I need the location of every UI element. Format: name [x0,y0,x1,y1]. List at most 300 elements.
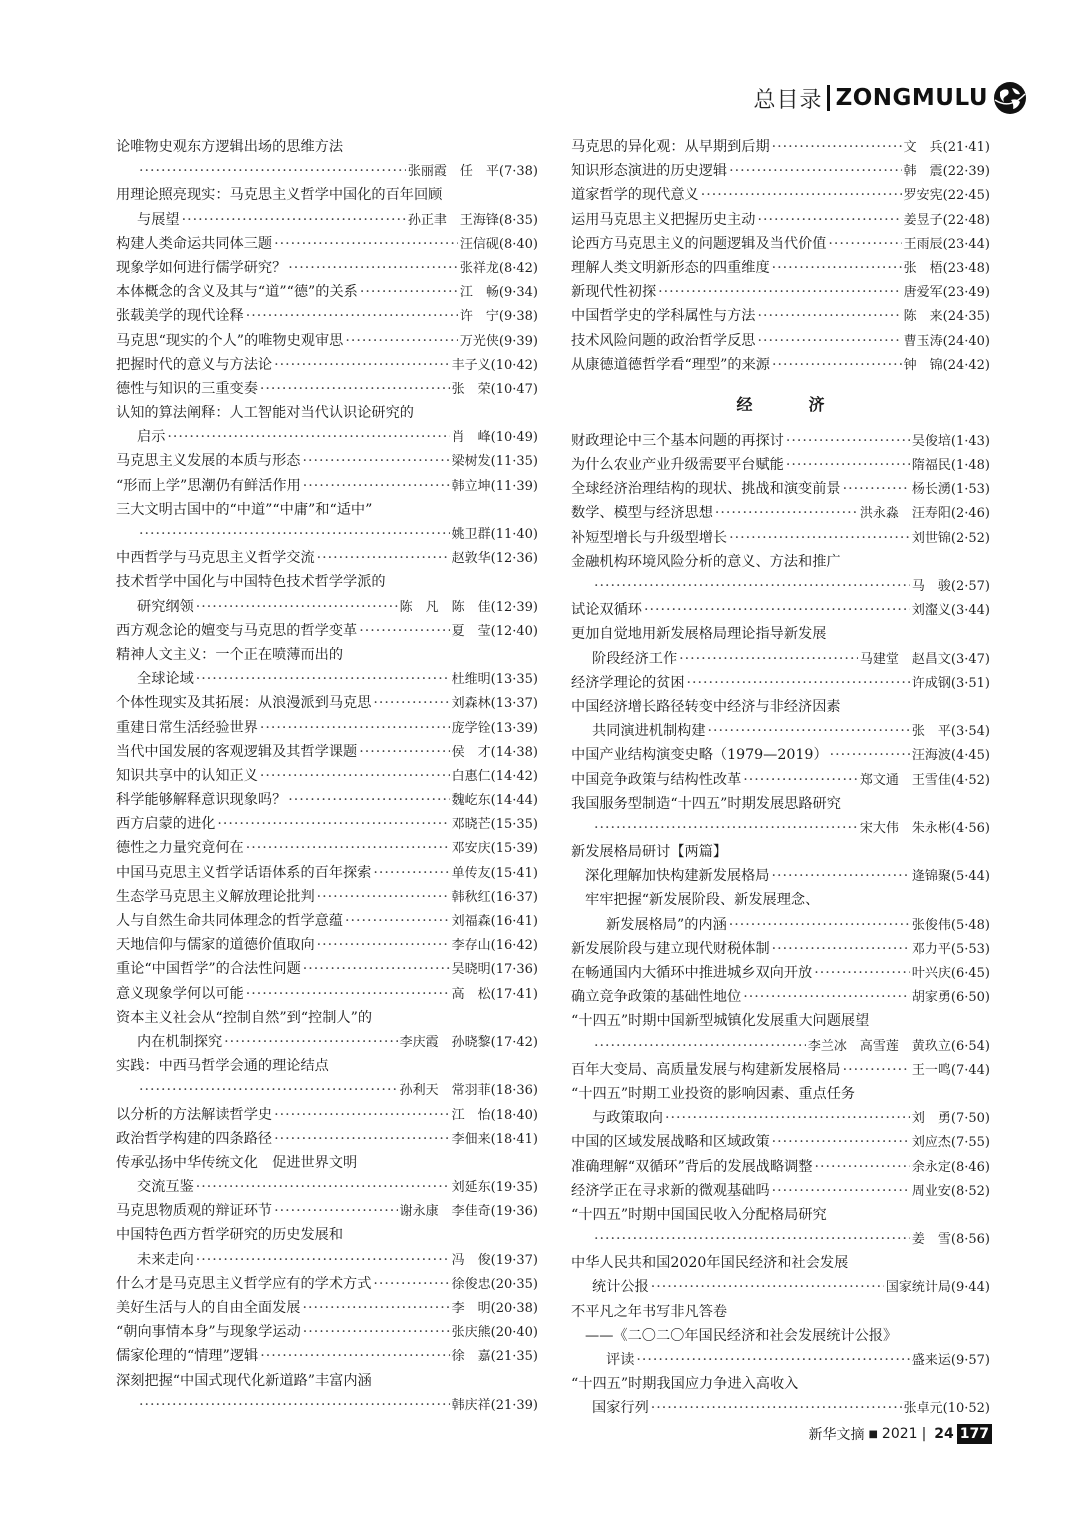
leader-dots [303,1320,450,1344]
entry-author-page: 张祥龙(8·42) [459,260,538,276]
entry-title: 试论双循环 [571,602,642,619]
entry-author-page: 刘瀣义(3·44) [911,603,990,619]
leader-dots [246,982,450,1006]
entry-author-page: 谢永康 李佳奇(19·36) [399,1204,538,1220]
leader-dots [843,477,910,501]
leader-dots [373,691,449,715]
leader-dots [772,1130,910,1154]
entry-title: “朝向事情本身”与现象学运动 [116,1324,301,1341]
toc-entry [571,1251,990,1299]
toc-entry [116,498,538,546]
entry-author-page: 唐爱军(23·49) [903,285,990,301]
leader-dots [786,429,910,453]
leader-dots [687,671,910,695]
toc-entry [116,861,538,885]
entry-title: “十四五”时期中国新型城镇化发展重大问题展望 [571,1013,870,1030]
entry-title: 德性与知识的三重变奏 [116,380,258,397]
toc-entry [116,546,538,570]
leader-dots [139,522,450,546]
entry-title: 马克思的异化观：从早期到后期 [571,139,770,155]
entry-author-page: 王一鸣(7·44) [911,1062,990,1078]
leader-dots [701,183,902,207]
leader-dots [658,280,901,304]
entry-title-continued: 启示 [137,429,166,446]
footer-magazine: 新华文摘 [808,1427,865,1443]
entry-author-page: 吴晓明(17·36) [451,962,538,978]
leader-dots [345,909,450,933]
entry-title: 天地信仰与儒家的道德价值取向 [116,937,315,954]
entry-author-page: 梁树发(11·35) [451,454,538,470]
entry-title: 为什么农业产业升级需要平台赋能 [571,457,784,474]
entry-author-page: 徐 嘉(21·35) [451,1349,538,1365]
leader-dots [360,280,458,304]
leader-dots [317,546,450,570]
toc-entry [571,1372,990,1420]
entry-title-continued: 交流互鉴 [137,1179,194,1196]
entry-author-page: 张庆熊(20·40) [451,1325,538,1341]
entry-title-continued: 内在机制探究 [137,1033,223,1050]
entry-title: 什么才是马克思主义哲学应有的学术方式 [116,1275,372,1292]
entry-title: 运用马克思主义把握历史主动 [571,211,756,228]
toc-entry [571,598,990,622]
leader-dots [303,957,450,981]
entry-title-continued: 共同演进机制构建 [592,723,706,740]
leader-dots [594,1034,806,1058]
toc-entry [116,1369,538,1417]
entry-title: 金融机构环境风险分析的意义、方法和推广 [571,553,841,570]
entry-author-page: 许成钢(3·51) [911,675,990,691]
entry-author-page: 隋福民(1·48) [911,458,990,474]
entry-title: 当代中国发展的客观逻辑及其哲学课题 [116,743,358,760]
leader-dots [743,768,858,792]
entry-title: 马克思物质观的辩证环节 [116,1203,273,1220]
leader-dots [644,598,910,622]
toc-entry [571,743,990,767]
entry-author-page: 邓晓芒(15·35) [451,817,538,833]
leader-dots [317,933,450,957]
entry-title: 数学、模型与经济思想 [571,505,713,522]
entry-title: 中国产业结构演变史略（1979—2019） [571,747,828,764]
entry-title: 美好生活与人的自由全面发展 [116,1300,301,1316]
entry-author-page: 韩秋红(16·37) [451,889,538,905]
toc-entry [571,961,990,985]
entry-title: 论西方马克思主义的问题逻辑及当代价值 [571,235,827,252]
entry-title: 不平凡之年书写非凡答卷 [571,1303,728,1320]
entry-title: 三大文明古国中的“中道”“中庸”和“适中” [116,501,373,518]
entry-title: “十四五”时期工业投资的影响因素、重点任务 [571,1085,856,1102]
entry-author-page: 魏屹东(14·44) [451,793,538,809]
entry-author-page: 李 明(20·38) [451,1301,538,1316]
entry-author-page: 叶兴庆(6·45) [911,966,990,981]
leader-dots [729,159,902,183]
leader-dots [274,353,450,377]
leader-dots [196,1248,450,1272]
leader-dots [260,1344,449,1368]
toc-entry [571,280,990,304]
entry-title: 传承弘扬中华传统文化 促进世界文明 [116,1154,358,1171]
entry-author-page: 肖 峰(10·49) [451,430,538,446]
toc-entry [116,232,538,256]
toc-entry [571,888,990,936]
entry-title: ——《二〇二〇年国民经济和社会发展统计公报》 [585,1327,898,1344]
entry-title: 马克思“现实的个人”的唯物史观审思 [116,332,344,349]
entry-title: 中国哲学史的学科属性与方法 [571,308,756,325]
toc-entry [116,643,538,691]
entry-author-page: 张 荣(10·47) [451,381,538,397]
toc-entry [116,353,538,377]
entry-title-continued: 国家行列 [592,1400,649,1417]
toc-entry [116,1199,538,1223]
leader-dots [359,619,449,643]
entry-title: “十四五”时期我国应力争进入高收入 [571,1376,799,1393]
toc-entry [116,449,538,473]
leader-dots [373,1272,449,1296]
section-heading-economy: 经 济 [736,394,845,414]
entry-title: 政治哲学构建的四条路径 [116,1130,273,1147]
entry-author-page: 李庆霞 孙晓黎(17·42) [399,1034,538,1050]
footer-page-number: 177 [957,1424,992,1444]
entry-author-page: 钟 锦(24·42) [903,357,990,373]
entry-author-page: 夏 莹(12·40) [451,623,538,639]
footer-issue: 24 [934,1426,954,1442]
entry-author-page: 余永定(8·46) [911,1159,990,1175]
toc-entry [116,764,538,788]
entry-author-page: 马建堂 赵昌文(3·47) [859,651,990,667]
globe-icon [992,80,1028,116]
entry-title: 中国特色西方哲学研究的历史发展和 [116,1227,344,1244]
entry-author-page: 姚卫群(11·40) [451,527,538,542]
entry-title: 人与自然生命共同体理念的哲学意蕴 [116,913,344,929]
entry-author-page: 江 畅(9·34) [459,285,538,301]
entry-author-page: 孙正聿 王海锋(8·35) [407,212,538,228]
entry-author-page: 国家统计局(9·44) [885,1280,990,1296]
toc-entry [571,183,990,207]
leader-dots [715,501,858,525]
entry-title: 道家哲学的现代意义 [571,187,699,204]
entry-author-page: 张 梧(23·48) [903,260,990,276]
entry-title: 重建日常生活经验世界 [116,719,258,736]
leader-dots [274,1199,398,1223]
entry-title: 中国经济增长路径转变中经济与非经济因素 [571,698,841,715]
entry-author-page: 孙利天 常羽菲(18·36) [399,1083,538,1099]
entry-author-page: 陈 凡 陈 佳(12·39) [399,599,538,615]
entry-author-page: 李兰冰 高雪莲 黄玖立(6·54) [807,1038,990,1054]
entry-title: 知识形态演进的历史逻辑 [571,163,728,180]
entry-title: 经济学理论的贫困 [571,674,685,691]
entry-title: 新发展格局研讨【两篇】 [571,844,728,861]
entry-title: 实践：中西马哲学会通的理论结点 [116,1058,329,1075]
leader-dots [274,1103,450,1127]
toc-entry [571,1179,990,1203]
leader-dots [373,861,449,885]
toc-entry [571,501,990,525]
entry-author-page: 王雨辰(23·44) [903,236,990,252]
entry-author-page: 韩立坤(11·39) [451,478,538,494]
toc-entry [571,768,990,792]
leader-dots [636,1348,910,1372]
entry-author-page: 汪信砚(8·40) [459,236,538,252]
leader-dots [288,256,458,280]
toc-entry [571,1130,990,1154]
entry-author-page: 陈 来(24·35) [903,309,990,325]
entry-author-page: 冯 俊(19·37) [451,1252,538,1268]
leader-dots [729,913,910,937]
entry-title: 西方启蒙的进化 [116,816,216,833]
leader-dots [594,816,858,840]
toc-entry [571,840,990,864]
entry-title: 儒家伦理的“情理”逻辑 [116,1348,259,1365]
entry-title: 张载美学的现代诠释 [116,308,244,325]
leader-dots [651,1396,902,1420]
leader-dots [345,329,458,353]
entry-title: 技术风险问题的政治哲学反思 [571,332,756,349]
entry-title: 中国的区域发展战略和区域政策 [571,1134,770,1151]
leader-dots [679,647,858,671]
footer-bullet: ■ [868,1428,878,1440]
leader-dots [594,574,910,598]
entry-author-page: 盛来运(9·57) [911,1353,990,1368]
entry-title-continued: 统计公报 [592,1279,649,1296]
entry-title: 构建人类命运共同体三题 [116,235,273,252]
leader-dots [182,208,406,232]
header-divider [827,85,830,111]
entry-title: 知识共享中的认知正义 [116,767,258,784]
entry-author-page: 张 平(3·54) [911,724,990,740]
toc-entry [571,1058,990,1082]
toc-entry [571,1009,990,1057]
leader-dots [830,743,910,767]
entry-author-page: 文 兵(21·41) [903,140,990,155]
entry-title: 在畅通国内大循环中推进城乡双向开放 [571,965,813,981]
toc-column-right [571,135,990,1421]
leader-dots [196,1175,450,1199]
leader-dots [729,526,910,550]
leader-dots [757,208,901,232]
entry-title-continued: 新发展格局”的内涵 [606,916,727,933]
entry-title: 从康德道德哲学看“理型”的来源 [571,356,770,373]
entry-title: 把握时代的意义与方法论 [116,356,273,373]
entry-author-page: 邓力平(5·53) [911,941,990,957]
entry-title: 百年大变局、高质量发展与构建新发展格局 [571,1061,841,1078]
leader-dots [317,885,450,909]
entry-author-page: 杜维明(13·35) [451,672,538,688]
entry-author-page: 曹玉涛(24·40) [903,333,990,349]
toc-entry [116,256,538,280]
entry-author-page: 侯 才(14·38) [451,744,538,760]
entry-title: 马克思主义发展的本质与形态 [116,453,301,470]
toc-entry [571,671,990,695]
toc-entry [571,526,990,550]
entry-author-page: 邓安庆(15·39) [451,841,538,857]
toc-entry [116,401,538,449]
toc-entry [116,1344,538,1368]
entry-author-page: 单传友(15·41) [451,865,538,881]
leader-dots [217,812,449,836]
toc-entry [571,159,990,183]
leader-dots [139,1078,398,1102]
entry-author-page: 万光侠(9·39) [459,333,538,349]
toc-economy [571,429,990,1421]
toc-entry [116,716,538,740]
toc-entry [571,937,990,961]
entry-title-continued: 与政策取向 [592,1110,663,1127]
leader-dots [139,1393,450,1417]
toc-entry [116,885,538,909]
toc-entry [571,135,990,159]
toc-entry [116,377,538,401]
footer-year: 2021 [881,1426,918,1442]
toc-entry [571,256,990,280]
toc-entry [116,1103,538,1127]
leader-dots [651,1275,884,1299]
toc-entry [571,304,990,328]
toc-entry [116,1127,538,1151]
leader-dots [359,740,449,764]
entry-author-page: 刘延东(19·35) [451,1180,538,1196]
entry-title: 认知的算法阐释：人工智能对当代认识论研究的 [116,405,414,422]
leader-dots [139,159,406,183]
toc-entry [571,232,990,256]
toc-entry [116,788,538,812]
entry-title: 经济学正在寻求新的微观基础吗 [571,1182,770,1199]
toc-column-left [116,135,538,1417]
entry-author-page: 韩庆祥(21·39) [451,1397,538,1413]
toc-entry [116,329,538,353]
toc-entry [116,812,538,836]
entry-title: 意义现象学何以可能 [116,985,244,1002]
entry-title-continued: 与展望 [137,211,180,228]
entry-title: “形而上学”思潮仍有鲜活作用 [116,477,301,494]
entry-author-page: 李佃来(18·41) [451,1131,538,1147]
toc-entry [571,792,990,840]
entry-title: 德性之力量究竟何在 [116,840,244,857]
entry-title: 新现代性初探 [571,284,657,301]
toc-entry [116,280,538,304]
toc-entry [116,304,538,328]
leader-dots [843,1058,910,1082]
toc-entry [116,691,538,715]
leader-dots [771,864,909,888]
toc-entry [571,1324,990,1372]
entry-title: 科学能够解释意识现象吗？ [116,792,287,809]
toc-entry [116,909,538,933]
leader-dots [274,232,458,256]
entry-author-page: 刘世锦(2·52) [911,530,990,546]
entry-author-page: 李存山(16·42) [451,938,538,954]
entry-title: 理解人类文明新形态的四重维度 [571,259,770,276]
entry-title-continued: 研究纲领 [137,598,194,615]
entry-author-page: 张卓元(10·52) [903,1401,990,1417]
leader-dots [757,329,901,353]
entry-title: 本体概念的含义及其与“道”“德”的关系 [116,284,358,301]
entry-title: 中国马克思主义哲学话语体系的百年探索 [116,864,372,881]
toc-entry [571,329,990,353]
leader-dots [260,716,450,740]
entry-title: 用理论照亮现实：马克思主义哲学中国化的百年回顾 [116,187,443,204]
leader-dots [302,1296,449,1320]
entry-author-page: 张俊伟(5·48) [911,917,990,933]
toc-entry [571,985,990,1009]
toc-entry [116,1223,538,1271]
leader-dots [260,377,450,401]
leader-dots [665,1106,910,1130]
toc-entry [116,1272,538,1296]
leader-dots [743,985,910,1009]
entry-author-page: 胡家勇(6·50) [911,990,990,1006]
entry-title: 全球经济治理结构的现状、挑战和演变前景 [571,481,841,498]
entry-title: 西方观念论的嬗变与马克思的哲学变革 [116,622,358,639]
leader-dots [246,304,458,328]
toc-entry [571,1203,990,1251]
entry-author-page: 刘应杰(7·55) [911,1135,990,1151]
entry-author-page: 汪海波(4·45) [911,748,990,764]
entry-title: 精神人文主义：一个正在喷薄而出的 [116,646,344,663]
toc-entry [571,1300,990,1324]
entry-author-page: 刘福森(16·41) [451,914,538,929]
entry-author-page: 庞学铨(13·39) [451,720,538,736]
header-title-en: ZONGMULU [835,85,988,111]
entry-title: 准确理解“双循环”背后的发展战略调整 [571,1158,813,1175]
leader-dots [224,1030,397,1054]
toc-entry [571,453,990,477]
toc-entry [571,1155,990,1179]
toc-entry [116,836,538,860]
toc-entry [571,208,990,232]
entry-author-page: 罗安宪(22·45) [903,188,990,204]
entry-title-continued: 评读 [606,1352,635,1368]
entry-author-page: 杨长湧(1·53) [911,482,990,498]
toc-entry [116,135,538,183]
entry-title-continued: 阶段经济工作 [592,650,678,667]
toc-entry [116,933,538,957]
entry-author-page: 许 宁(9·38) [459,309,538,325]
toc-entry [116,957,538,981]
entry-title: 补短型增长与升级型增长 [571,529,728,546]
toc-philosophy-continued [571,135,990,377]
page-header [754,76,1028,120]
entry-title: 个体性现实及其拓展：从浪漫派到马克思 [116,695,372,712]
toc-entry [116,474,538,498]
entry-author-page: 宋大伟 朱永彬(4·56) [859,820,990,836]
toc-entry [116,740,538,764]
entry-title: 中国竞争政策与结构性改革 [571,771,742,788]
entry-title: 现象学如何进行儒学研究？ [116,259,287,276]
leader-dots [274,1127,450,1151]
entry-author-page: 丰子义(10·42) [451,357,538,373]
toc-entry [116,570,538,618]
toc-entry [116,1296,538,1320]
leader-dots [260,764,450,788]
entry-title: 新发展阶段与建立现代财税体制 [571,940,770,957]
entry-title: 论唯物史观东方逻辑出场的思维方法 [116,139,344,155]
toc-entry [116,619,538,643]
toc-entry [571,864,990,888]
toc-entry [571,429,990,453]
leader-dots [167,425,449,449]
page-footer: 新华文摘 ■ 2021 | 24 177 [808,1423,992,1445]
entry-author-page: 张丽霞 任 平(7·38) [407,164,538,180]
entry-author-page: 白惠仁(14·42) [451,768,538,784]
leader-dots [772,256,902,280]
entry-title: 技术哲学中国化与中国特色技术哲学学派的 [116,574,386,591]
toc-entry [571,695,990,743]
entry-author-page: 郑文通 王雪佳(4·52) [859,772,990,788]
entry-author-page: 高 松(17·41) [451,986,538,1002]
entry-author-page: 洪永淼 汪寿阳(2·46) [859,506,990,522]
entry-title: 确立竞争政策的基础性地位 [571,989,742,1006]
toc-entry [571,550,990,598]
entry-title: “十四五”时期中国国民收入分配格局研究 [571,1206,827,1223]
